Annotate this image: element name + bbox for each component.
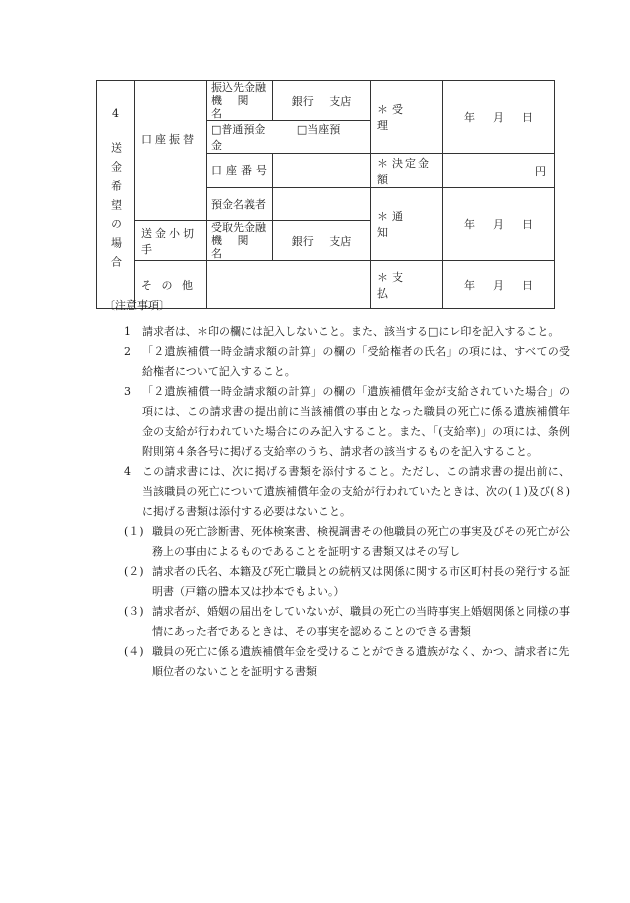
bank-name-label: 振込先金融 機 関 名 (207, 81, 273, 121)
notes-section (104, 296, 570, 682)
decided-amount-field[interactable] (443, 154, 555, 188)
account-number-label: 口座番号 (207, 154, 273, 188)
method-transfer-label: 口座振替 (135, 81, 207, 221)
note-item: 3 「２遺族補償一時金請求額の計算」の欄の「遺族補償年金が支給されていた場合」の項には、この請求書の提出前に当該補償の事由となった職員の死亡に係る遺族補償年金の支給が行われていた場合にのみ記入すること。また、「(支給率)」の項には、条例附則第４条各号に掲げる支給率のうち、請求者の該当するものを記入すること。 (124, 385, 570, 458)
paid-date-field[interactable]: 年 月 日 (443, 261, 555, 309)
bank-label: 銀行 (291, 94, 314, 108)
method-other-label: そ の 他 (135, 261, 207, 309)
account-type-field[interactable] (207, 121, 371, 154)
note-sub-item: (１) 職員の死亡診断書、死体検案書、検視調書その他職員の死亡の事実及びその死亡が公務上の事由によるものであることを証明する書類又はその写し (124, 525, 570, 558)
note-sub-item: (３) 請求者が、婚姻の届出をしていないが、職員の死亡の当時事実上婚姻関係と同様の事情にあった者であるときは、その事実を認めることのできる書類 (124, 605, 570, 638)
notified-label: ＊ 通知 (371, 188, 443, 261)
method-check-label: 送金小切手 (135, 221, 207, 261)
account-holder-field[interactable] (273, 188, 371, 221)
bank-name-field[interactable] (273, 81, 371, 121)
notified-date-field[interactable]: 年 月 日 (443, 188, 555, 261)
received-date-field[interactable]: 年 月 日 (443, 81, 555, 154)
receiver-bank-label: 受取先金融 機 関 名 (207, 221, 273, 261)
account-holder-label: 預金名義者 (207, 188, 273, 221)
note-item: 1 請求者は、＊印の欄には記入しないこと。また、該当する□にレ印を記入すること。 (124, 325, 560, 338)
account-type-regular-checkbox[interactable]: □普通預金 (211, 123, 266, 136)
yen-unit: 円 (535, 164, 546, 178)
section-4-cell (97, 81, 135, 309)
section-number: 4 (112, 107, 119, 120)
note-item: 2 「２遺族補償一時金請求額の計算」の欄の「受給権者の氏名」の項には、すべての受給権者について記入すること。 (124, 345, 570, 378)
branch-label: 支店 (329, 94, 352, 108)
note-sub-item: (４) 職員の死亡に係る遺族補償年金を受けることができる遺族がなく、かつ、請求者に先順位者のないことを証明する書類 (124, 645, 570, 678)
notes-title: 〔注意事項〕 (104, 299, 170, 312)
remittance-table (96, 80, 555, 309)
section-title: 送金希望の場合 (109, 142, 123, 275)
decided-amount-label: ＊ 決定金額 (371, 154, 443, 188)
account-number-field[interactable] (273, 154, 371, 188)
bank-label: 銀行 (291, 234, 314, 248)
note-sub-item: (２) 請求者の氏名、本籍及び死亡職員との続柄又は関係に関する市区町村長の発行する証明書（戸籍の謄本又は抄本でもよい。） (124, 565, 570, 598)
received-label: ＊ 受理 (371, 81, 443, 154)
branch-label: 支店 (329, 234, 352, 248)
note-item: 4 この請求書には、次に掲げる書類を添付すること。ただし、この請求書の提出前に、当該職員の死亡について遺族補償年金の支給が行われていたときは、次の(１)及び(８)に掲げる書類は添付する必要はないこと。 (124, 465, 570, 518)
paid-label: ＊ 支払 (371, 261, 443, 309)
receiver-bank-field[interactable] (273, 221, 371, 261)
account-type-current-checkbox[interactable]: □当座預金 (211, 123, 341, 152)
